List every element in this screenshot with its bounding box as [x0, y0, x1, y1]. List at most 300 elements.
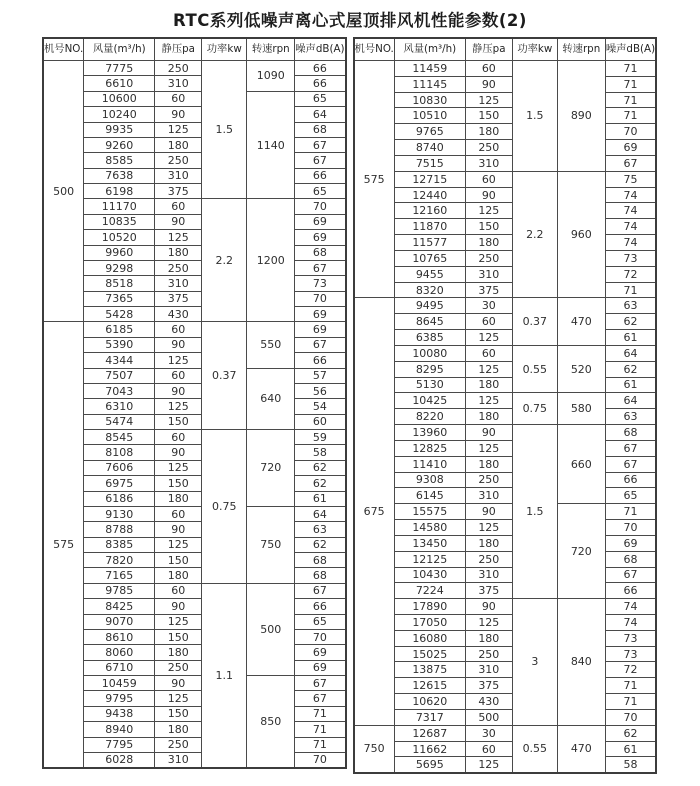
flow-cell: 6028 [84, 752, 155, 767]
flow-cell: 13960 [394, 425, 465, 441]
noise-cell: 70 [605, 520, 656, 536]
pressure-cell: 125 [465, 92, 512, 108]
flow-cell: 10830 [394, 92, 465, 108]
noise-cell: 68 [605, 425, 656, 441]
noise-cell: 69 [295, 230, 346, 245]
table-row [43, 214, 346, 229]
machine-no-cell: 575 [354, 61, 395, 298]
noise-cell: 68 [295, 568, 346, 583]
flow-cell: 15575 [394, 504, 465, 520]
table-row [43, 168, 346, 183]
table-row [43, 322, 346, 337]
power-cell: 0.75 [512, 393, 557, 425]
table-row [354, 725, 657, 741]
flow-cell: 7224 [394, 583, 465, 599]
table-row [43, 645, 346, 660]
pressure-cell: 180 [155, 491, 202, 506]
noise-cell: 73 [295, 276, 346, 291]
noise-cell: 66 [295, 76, 346, 91]
table-row [43, 583, 346, 598]
table-row [43, 460, 346, 475]
pressure-cell: 310 [155, 752, 202, 767]
pressure-cell: 60 [465, 171, 512, 187]
noise-cell: 62 [295, 460, 346, 475]
table-row [43, 522, 346, 537]
flow-cell: 7365 [84, 291, 155, 306]
table-row [354, 171, 657, 187]
noise-cell: 68 [295, 245, 346, 260]
noise-cell: 74 [605, 235, 656, 251]
table-row [354, 282, 657, 298]
table-row [43, 445, 346, 460]
pressure-cell: 150 [155, 629, 202, 644]
speed-cell: 850 [247, 676, 295, 768]
table-row [43, 614, 346, 629]
machine-no-cell: 575 [43, 322, 84, 768]
pressure-cell: 150 [155, 476, 202, 491]
pressure-cell: 90 [155, 337, 202, 352]
power-cell: 3 [512, 599, 557, 726]
pressure-cell: 250 [465, 250, 512, 266]
noise-cell: 67 [295, 153, 346, 168]
tables-container [42, 37, 700, 774]
pressure-cell: 30 [465, 298, 512, 314]
table-row [354, 709, 657, 725]
pressure-cell: 125 [465, 203, 512, 219]
right-performance-table [353, 37, 658, 774]
table-row [354, 741, 657, 757]
flow-cell: 4344 [84, 353, 155, 368]
pressure-cell: 250 [465, 646, 512, 662]
flow-cell: 8645 [394, 314, 465, 330]
speed-cell: 580 [557, 393, 605, 425]
header-row [43, 38, 346, 61]
pressure-cell: 125 [465, 520, 512, 536]
table-row [354, 314, 657, 330]
noise-cell: 62 [295, 476, 346, 491]
power-cell: 2.2 [202, 199, 247, 322]
flow-cell: 10600 [84, 91, 155, 106]
table-row [354, 567, 657, 583]
pressure-cell: 60 [155, 506, 202, 521]
column-header: 噪声dB(A) [605, 38, 656, 61]
noise-cell: 71 [295, 706, 346, 721]
pressure-cell: 90 [465, 425, 512, 441]
flow-cell: 7820 [84, 553, 155, 568]
table-row [354, 583, 657, 599]
pressure-cell: 125 [155, 353, 202, 368]
flow-cell: 5428 [84, 307, 155, 322]
table-row [43, 61, 346, 76]
speed-cell: 840 [557, 599, 605, 726]
table-row [354, 124, 657, 140]
pressure-cell: 125 [155, 691, 202, 706]
table-row [43, 91, 346, 106]
flow-cell: 9070 [84, 614, 155, 629]
pressure-cell: 375 [465, 282, 512, 298]
noise-cell: 59 [295, 430, 346, 445]
table-row [43, 737, 346, 752]
table-row [354, 646, 657, 662]
table-row [354, 377, 657, 393]
table-row [354, 61, 657, 77]
noise-cell: 67 [295, 337, 346, 352]
table-row [354, 678, 657, 694]
pressure-cell: 180 [155, 645, 202, 660]
pressure-cell: 500 [465, 709, 512, 725]
pressure-cell: 125 [155, 460, 202, 475]
flow-cell: 9298 [84, 260, 155, 275]
noise-cell: 66 [295, 599, 346, 614]
power-cell: 0.37 [512, 298, 557, 345]
table-row [354, 108, 657, 124]
table-row [43, 107, 346, 122]
pressure-cell: 180 [465, 630, 512, 646]
table-row [354, 694, 657, 710]
speed-cell: 1200 [247, 199, 295, 322]
flow-cell: 10459 [84, 676, 155, 691]
table-row [354, 330, 657, 346]
table-row [43, 537, 346, 552]
noise-cell: 70 [295, 291, 346, 306]
pressure-cell: 375 [465, 583, 512, 599]
noise-cell: 70 [295, 629, 346, 644]
table-row [354, 535, 657, 551]
flow-cell: 8220 [394, 409, 465, 425]
noise-cell: 65 [295, 614, 346, 629]
table-row [354, 76, 657, 92]
pressure-cell: 125 [465, 393, 512, 409]
table-row [354, 92, 657, 108]
noise-cell: 67 [295, 691, 346, 706]
noise-cell: 73 [605, 630, 656, 646]
noise-cell: 64 [295, 506, 346, 521]
page-title: RTC系列低噪声离心式屋顶排风机性能参数(2) [173, 11, 527, 30]
pressure-cell: 310 [155, 276, 202, 291]
flow-cell: 5474 [84, 414, 155, 429]
flow-cell: 11577 [394, 235, 465, 251]
flow-cell: 8385 [84, 537, 155, 552]
speed-cell: 470 [557, 298, 605, 345]
flow-cell: 9438 [84, 706, 155, 721]
pressure-cell: 125 [465, 440, 512, 456]
noise-cell: 66 [605, 472, 656, 488]
table-row [43, 76, 346, 91]
flow-cell: 10240 [84, 107, 155, 122]
noise-cell: 71 [295, 722, 346, 737]
noise-cell: 64 [295, 107, 346, 122]
table-row [43, 245, 346, 260]
table-row [354, 504, 657, 520]
noise-cell: 71 [605, 92, 656, 108]
noise-cell: 69 [295, 660, 346, 675]
column-header: 转速rpn [557, 38, 605, 61]
pressure-cell: 125 [465, 330, 512, 346]
flow-cell: 7515 [394, 155, 465, 171]
noise-cell: 74 [605, 219, 656, 235]
pressure-cell: 90 [155, 676, 202, 691]
flow-cell: 11145 [394, 76, 465, 92]
noise-cell: 72 [605, 266, 656, 282]
power-cell: 1.5 [512, 61, 557, 172]
noise-cell: 61 [295, 491, 346, 506]
flow-cell: 13875 [394, 662, 465, 678]
noise-cell: 70 [295, 752, 346, 767]
column-header: 机号NO. [43, 38, 84, 61]
noise-cell: 65 [295, 91, 346, 106]
pressure-cell: 125 [465, 361, 512, 377]
flow-cell: 8610 [84, 629, 155, 644]
pressure-cell: 90 [155, 107, 202, 122]
flow-cell: 11410 [394, 456, 465, 472]
pressure-cell: 30 [465, 725, 512, 741]
machine-no-cell: 675 [354, 298, 395, 725]
noise-cell: 65 [295, 184, 346, 199]
noise-cell: 73 [605, 646, 656, 662]
noise-cell: 70 [605, 124, 656, 140]
noise-cell: 62 [295, 537, 346, 552]
flow-cell: 8585 [84, 153, 155, 168]
pressure-cell: 180 [465, 124, 512, 140]
table-row [354, 599, 657, 615]
noise-cell: 71 [605, 504, 656, 520]
noise-cell: 71 [605, 678, 656, 694]
pressure-cell: 430 [465, 694, 512, 710]
table-row [354, 361, 657, 377]
table-row [354, 662, 657, 678]
noise-cell: 56 [295, 383, 346, 398]
noise-cell: 73 [605, 250, 656, 266]
noise-cell: 67 [605, 456, 656, 472]
table-row [43, 553, 346, 568]
flow-cell: 9260 [84, 137, 155, 152]
noise-cell: 65 [605, 488, 656, 504]
noise-cell: 66 [605, 583, 656, 599]
table-row [354, 551, 657, 567]
flow-cell: 10080 [394, 345, 465, 361]
table-row [43, 414, 346, 429]
speed-cell: 640 [247, 368, 295, 430]
pressure-cell: 150 [155, 553, 202, 568]
pressure-cell: 310 [155, 76, 202, 91]
pressure-cell: 150 [155, 706, 202, 721]
pressure-cell: 430 [155, 307, 202, 322]
flow-cell: 8788 [84, 522, 155, 537]
table-row [354, 140, 657, 156]
flow-cell: 17050 [394, 614, 465, 630]
table-row [354, 456, 657, 472]
flow-cell: 7317 [394, 709, 465, 725]
noise-cell: 66 [295, 61, 346, 76]
pressure-cell: 375 [155, 291, 202, 306]
flow-cell: 10425 [394, 393, 465, 409]
noise-cell: 67 [295, 676, 346, 691]
table-row [43, 752, 346, 767]
table-row [354, 219, 657, 235]
table-row [354, 630, 657, 646]
table-row [43, 353, 346, 368]
pressure-cell: 180 [465, 235, 512, 251]
pressure-cell: 180 [465, 409, 512, 425]
noise-cell: 70 [605, 709, 656, 725]
noise-cell: 68 [295, 553, 346, 568]
flow-cell: 12125 [394, 551, 465, 567]
flow-cell: 12615 [394, 678, 465, 694]
speed-cell: 520 [557, 345, 605, 392]
table-row [43, 337, 346, 352]
flow-cell: 10510 [394, 108, 465, 124]
pressure-cell: 180 [155, 722, 202, 737]
table-row [43, 153, 346, 168]
flow-cell: 14580 [394, 520, 465, 536]
pressure-cell: 90 [155, 214, 202, 229]
table-row [354, 488, 657, 504]
noise-cell: 67 [605, 567, 656, 583]
machine-no-cell: 500 [43, 61, 84, 322]
pressure-cell: 310 [465, 266, 512, 282]
pressure-cell: 250 [465, 472, 512, 488]
noise-cell: 71 [605, 282, 656, 298]
pressure-cell: 125 [465, 614, 512, 630]
pressure-cell: 60 [155, 583, 202, 598]
speed-cell: 1140 [247, 91, 295, 199]
noise-cell: 60 [295, 414, 346, 429]
pressure-cell: 310 [155, 168, 202, 183]
table-row [43, 506, 346, 521]
table-row [354, 298, 657, 314]
pressure-cell: 125 [155, 122, 202, 137]
power-cell: 0.55 [512, 345, 557, 392]
power-cell: 0.37 [202, 322, 247, 430]
speed-cell: 550 [247, 322, 295, 368]
power-cell: 1.5 [202, 61, 247, 199]
pressure-cell: 125 [155, 614, 202, 629]
table-row [354, 266, 657, 282]
speed-cell: 960 [557, 171, 605, 298]
pressure-cell: 250 [155, 260, 202, 275]
flow-cell: 9785 [84, 583, 155, 598]
pressure-cell: 250 [155, 153, 202, 168]
flow-cell: 8518 [84, 276, 155, 291]
noise-cell: 69 [605, 535, 656, 551]
table-row [43, 676, 346, 691]
noise-cell: 72 [605, 662, 656, 678]
flow-cell: 8545 [84, 430, 155, 445]
pressure-cell: 180 [465, 456, 512, 472]
pressure-cell: 250 [155, 660, 202, 675]
flow-cell: 8320 [394, 282, 465, 298]
flow-cell: 10620 [394, 694, 465, 710]
noise-cell: 63 [295, 522, 346, 537]
noise-cell: 68 [605, 551, 656, 567]
noise-cell: 67 [605, 440, 656, 456]
flow-cell: 9455 [394, 266, 465, 282]
pressure-cell: 310 [465, 567, 512, 583]
flow-cell: 10430 [394, 567, 465, 583]
pressure-cell: 90 [465, 504, 512, 520]
table-row [354, 155, 657, 171]
pressure-cell: 125 [155, 537, 202, 552]
noise-cell: 68 [295, 122, 346, 137]
noise-cell: 61 [605, 330, 656, 346]
column-header: 静压pa [155, 38, 202, 61]
power-cell: 1.1 [202, 583, 247, 768]
pressure-cell: 180 [465, 377, 512, 393]
power-cell: 2.2 [512, 171, 557, 298]
flow-cell: 11459 [394, 61, 465, 77]
pressure-cell: 60 [155, 430, 202, 445]
flow-cell: 12687 [394, 725, 465, 741]
flow-cell: 9960 [84, 245, 155, 260]
noise-cell: 67 [605, 155, 656, 171]
noise-cell: 70 [295, 199, 346, 214]
flow-cell: 11170 [84, 199, 155, 214]
table-row [43, 260, 346, 275]
flow-cell: 8295 [394, 361, 465, 377]
flow-cell: 7638 [84, 168, 155, 183]
table-row [43, 476, 346, 491]
table-row [43, 276, 346, 291]
pressure-cell: 250 [465, 551, 512, 567]
noise-cell: 75 [605, 171, 656, 187]
flow-cell: 11870 [394, 219, 465, 235]
speed-cell: 1090 [247, 61, 295, 92]
flow-cell: 8940 [84, 722, 155, 737]
speed-cell: 750 [247, 506, 295, 583]
pressure-cell: 60 [155, 368, 202, 383]
column-header: 机号NO. [354, 38, 395, 61]
pressure-cell: 60 [155, 199, 202, 214]
noise-cell: 69 [295, 322, 346, 337]
pressure-cell: 125 [465, 757, 512, 773]
table-row [43, 660, 346, 675]
speed-cell: 720 [557, 504, 605, 599]
table-row [43, 291, 346, 306]
pressure-cell: 150 [155, 414, 202, 429]
pressure-cell: 90 [465, 599, 512, 615]
speed-cell: 500 [247, 583, 295, 675]
noise-cell: 62 [605, 361, 656, 377]
table-row [43, 184, 346, 199]
column-header: 功率kw [512, 38, 557, 61]
noise-cell: 67 [295, 583, 346, 598]
pressure-cell: 250 [465, 140, 512, 156]
pressure-cell: 90 [155, 445, 202, 460]
flow-cell: 6185 [84, 322, 155, 337]
flow-cell: 6198 [84, 184, 155, 199]
pressure-cell: 150 [465, 108, 512, 124]
table-row [43, 307, 346, 322]
noise-cell: 61 [605, 377, 656, 393]
power-cell: 0.75 [202, 430, 247, 584]
table-row [43, 491, 346, 506]
flow-cell: 5130 [394, 377, 465, 393]
noise-cell: 71 [605, 108, 656, 124]
noise-cell: 74 [605, 614, 656, 630]
table-row [354, 440, 657, 456]
table-row [43, 399, 346, 414]
pressure-cell: 375 [155, 184, 202, 199]
table-row [354, 472, 657, 488]
table-row [354, 614, 657, 630]
flow-cell: 9130 [84, 506, 155, 521]
pressure-cell: 250 [155, 61, 202, 76]
flow-cell: 7606 [84, 460, 155, 475]
column-header: 风量(m³/h) [84, 38, 155, 61]
pressure-cell: 375 [465, 678, 512, 694]
pressure-cell: 310 [465, 155, 512, 171]
pressure-cell: 180 [155, 137, 202, 152]
